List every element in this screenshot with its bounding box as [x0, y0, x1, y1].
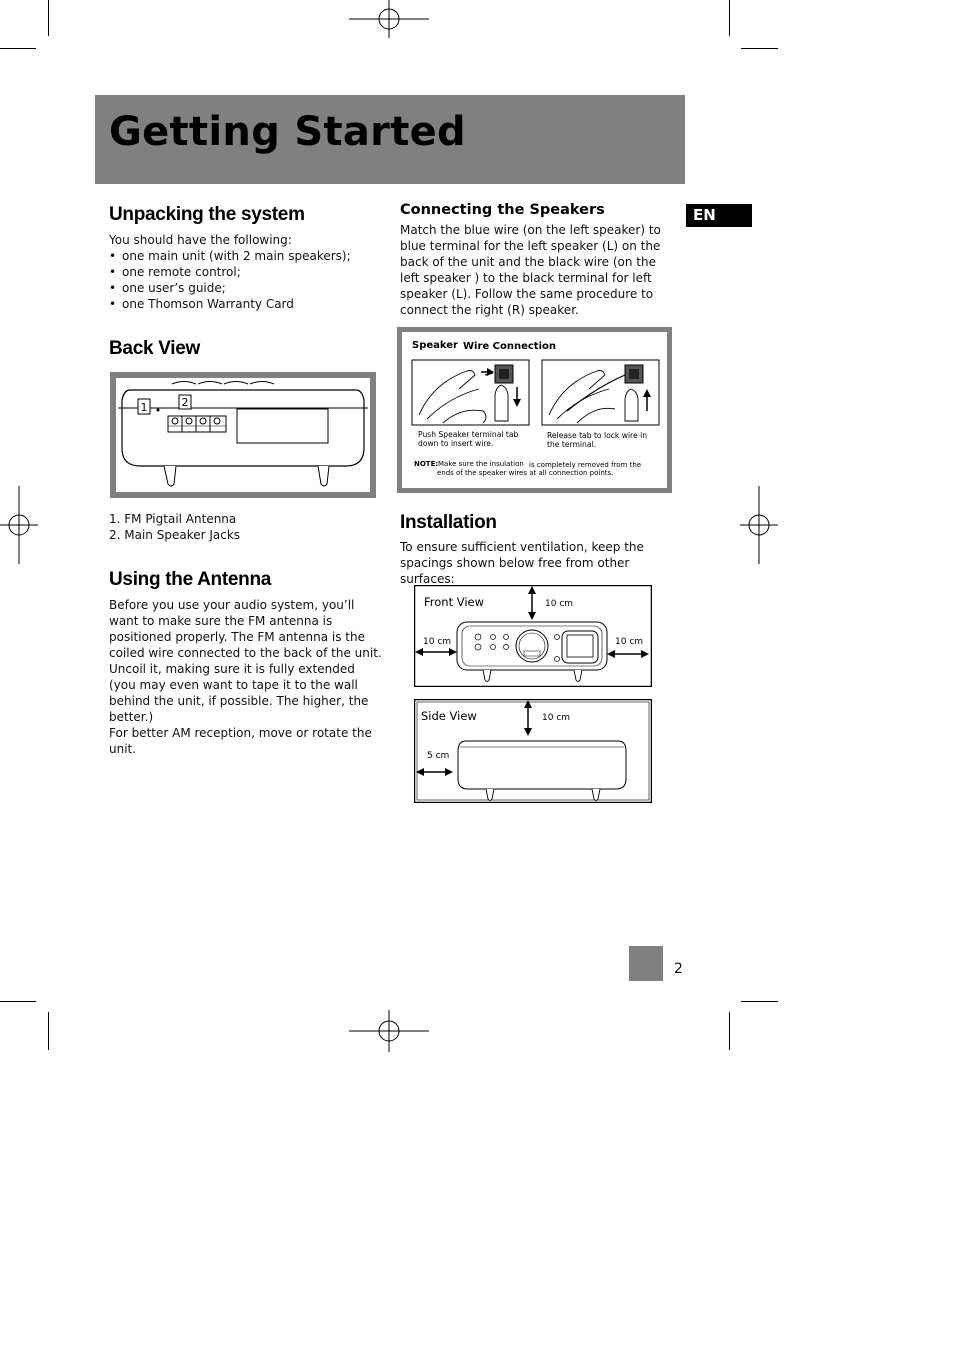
back-view-figure [110, 372, 376, 498]
unpacking-section [109, 232, 389, 312]
list-item: • one user’s guide; [109, 280, 389, 296]
installation-heading: Installation [400, 512, 497, 533]
side-top-spacing: 10 cm [542, 713, 571, 723]
legend-item-jacks: 2. Main Speaker Jacks [109, 528, 241, 542]
speakers-heading: Connecting the Speakers [400, 202, 605, 218]
unpacking-list [109, 248, 389, 312]
figure-caption-left: Push Speaker terminal tab down to insert wire. [418, 430, 519, 448]
back-view-legend [109, 511, 369, 543]
front-view-label: Front View [424, 595, 485, 609]
figure-note-label: NOTE: [414, 460, 439, 468]
antenna-text [109, 597, 384, 757]
figure-note-text-a: Make sure the insulation [438, 460, 524, 468]
page-header [95, 95, 685, 184]
unpacking-heading: Unpacking the system [109, 204, 305, 225]
front-left-spacing: 10 cm [423, 637, 452, 647]
figure-title-wire: Wire Connection [463, 341, 557, 352]
registration-mark-left [0, 486, 40, 564]
list-item: • one main unit (with 2 main speakers); [109, 248, 389, 264]
front-view-diagram [414, 585, 652, 687]
page-title: Getting Started [109, 109, 466, 155]
language-tab: EN [686, 204, 752, 227]
installation-body: To ensure sufficient ventilation, keep the spacings shown below free from other surfaces: [400, 540, 644, 586]
side-left-spacing: 5 cm [427, 751, 450, 761]
antenna-paragraph-am: For better AM reception, move or rotate the unit. [109, 726, 372, 756]
page-number-tab [629, 946, 663, 981]
legend-item-antenna: 1. FM Pigtail Antenna [109, 512, 237, 526]
page-number: 2 [674, 961, 683, 977]
registration-mark-top [349, 0, 429, 40]
figure-title-speaker: Speaker [412, 340, 458, 351]
figure-note-text-b: is completely removed from the [529, 461, 642, 469]
speakers-body: Match the blue wire (on the left speaker) to blue terminal for the left speaker (L) on the back of the unit and the black wire (on the left speaker ) to the black terminal for left speaker (L). Follow the same procedure to connect the right (R) speaker. [400, 223, 661, 317]
back-view-heading: Back View [109, 338, 200, 359]
list-item: • one Thomson Warranty Card [109, 296, 389, 312]
figure-caption-right: Release tab to lock wire in the terminal. [547, 431, 648, 449]
registration-mark-bottom [349, 1010, 429, 1052]
figure-note-text-c: ends of the speaker wires at all connection points. [437, 469, 614, 477]
unpacking-intro: You should have the following: [109, 233, 292, 247]
side-view-label: Side View [421, 709, 477, 723]
antenna-paragraph: Before you use your audio system, you’ll want to make sure the FM antenna is positioned properly. The FM antenna is the coiled wire connected to the back of the unit. Uncoil it, making sure it is fully extended (you may even want to tape it to the wall behind the unit, if possible. The higher, the better.) [109, 598, 382, 724]
speaker-wire-figure [397, 327, 672, 493]
front-right-spacing: 10 cm [615, 637, 644, 647]
callout-2: 2 [181, 396, 189, 409]
antenna-heading: Using the Antenna [109, 569, 272, 590]
front-top-spacing: 10 cm [545, 599, 574, 609]
side-view-diagram [414, 699, 652, 803]
list-item: • one remote control; [109, 264, 389, 280]
callout-1: 1 [140, 401, 148, 414]
registration-mark-right [738, 486, 778, 564]
